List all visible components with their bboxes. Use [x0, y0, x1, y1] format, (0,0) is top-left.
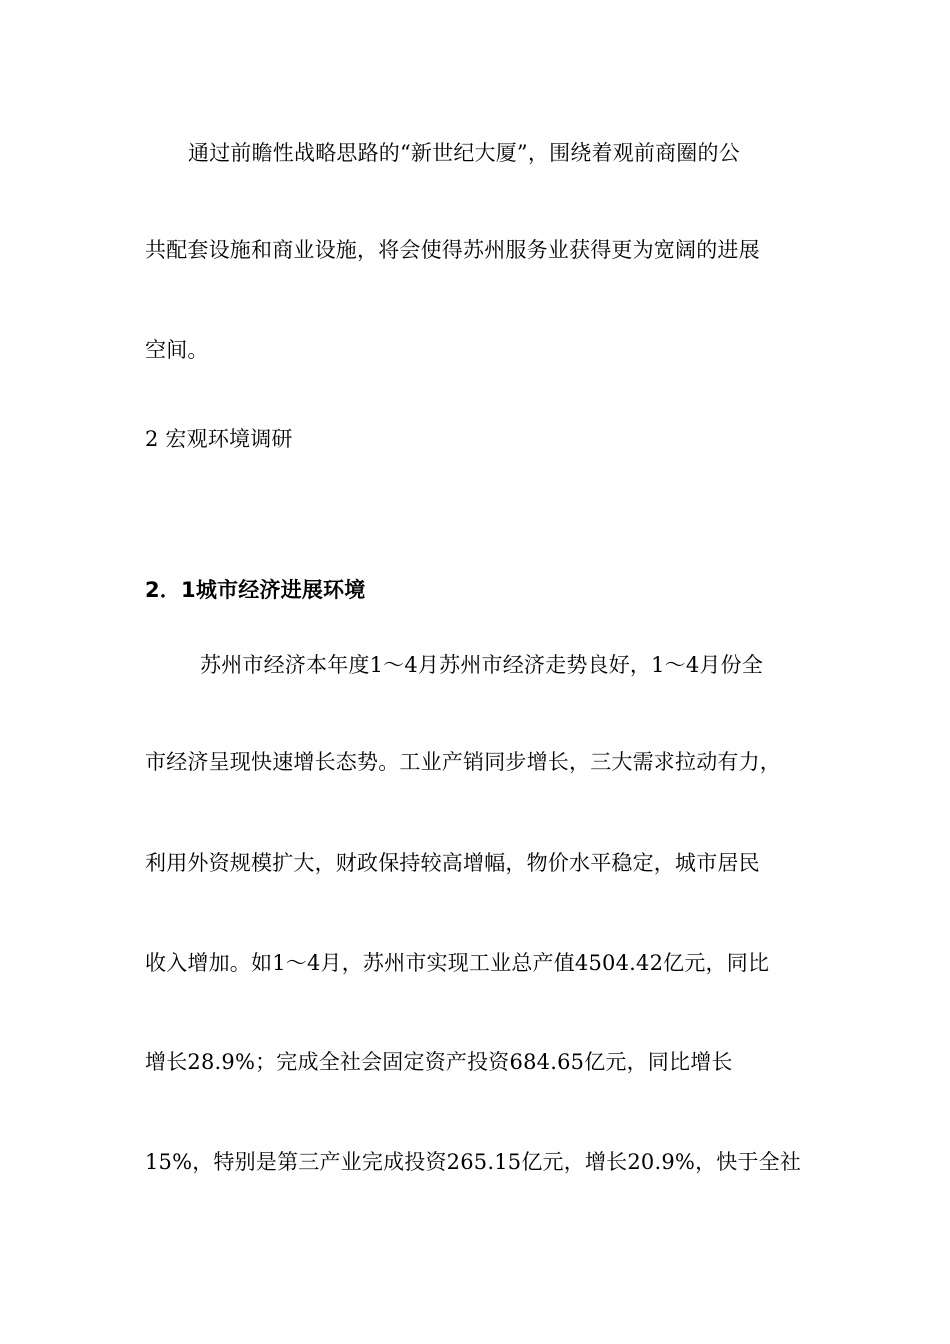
paragraph-2-line-2: 市经济呈现快速增长态势。工业产销同步增长，三大需求拉动有力， — [145, 750, 781, 774]
section-2-heading: 2 宏观环境调研 — [145, 427, 293, 451]
paragraph-2-line-6: 15%，特别是第三产业完成投资265.15亿元，增长20.9%，快于全社 — [145, 1150, 802, 1174]
paragraph-2-line-1: 苏州市经济本年度1～4月苏州市经济走势良好，1～4月份全 — [200, 653, 764, 677]
section-2-1-heading: 2．1城市经济进展环境 — [145, 578, 366, 602]
paragraph-1-line-3: 空间。 — [145, 338, 209, 362]
paragraph-1-line-2: 共配套设施和商业设施，将会使得苏州服务业获得更为宽阔的进展 — [145, 238, 760, 262]
paragraph-2-line-3: 利用外资规模扩大，财政保持较高增幅，物价水平稳定，城市居民 — [145, 851, 760, 875]
paragraph-1-line-1: 通过前瞻性战略思路的“新世纪大厦”，围绕着观前商圈的公 — [188, 141, 740, 165]
paragraph-2-line-4: 收入增加。如1～4月，苏州市实现工业总产值4504.42亿元，同比 — [145, 951, 770, 975]
paragraph-2-line-5: 增长28.9%；完成全社会固定资产投资684.65亿元，同比增长 — [145, 1050, 733, 1074]
